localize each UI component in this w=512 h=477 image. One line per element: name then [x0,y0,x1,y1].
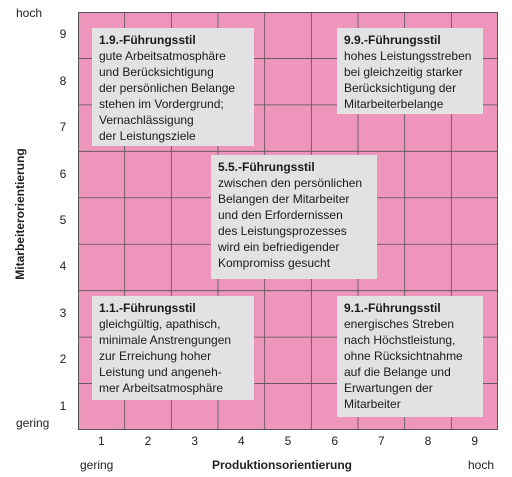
y-tick-label: 9 [59,27,67,42]
x-axis-high-label: hoch [468,458,495,472]
x-tick-label: 6 [331,434,338,448]
x-tick-label: 8 [424,434,432,448]
x-tick-label: 3 [191,434,198,448]
x-axis-low-label: gering [80,458,114,472]
style-5-5-title: 5.5.-Führungsstil [218,160,315,174]
y-tick-label: 6 [59,166,67,181]
x-tick-label: 7 [377,434,385,448]
style-1-1-box [92,296,254,400]
x-tick-label: 4 [237,434,245,448]
style-5-5-box [211,155,377,279]
y-axis-title: Mitarbeiterorientierung [13,148,27,280]
y-tick-label: 1 [59,398,67,413]
x-tick-label: 9 [471,434,478,448]
x-tick-label: 5 [284,434,292,448]
style-9-9-title: 9.9.-Führungsstil [344,33,441,47]
y-tick-label: 5 [59,213,67,227]
style-9-1-box [337,296,483,417]
y-axis-low-label: gering [16,416,50,430]
style-5-5-description: zwischen den persönlichen Belangen der Mitarbeiter und den Erfordernissen des Leistungsprozesses wird ein befriedigender Kompromiss gesucht [218,176,363,270]
y-tick-label: 2 [59,352,67,367]
style-1-9-title: 1.9.-Führungsstil [99,33,196,47]
style-1-1-description: gleichgültig, apathisch, minimale Anstrengungen zur Erreichung hoher Leistung und angeneh- mer Arbeitsatmosphäre [99,317,232,395]
y-tick-label: 7 [59,120,67,135]
style-9-1-description: energisches Streben nach Höchstleistung, ohne Rücksichtnahme auf die Belange und Erwartungen der Mitarbeiter [344,317,463,411]
style-1-9-box [92,28,254,146]
y-tick-label: 4 [59,259,67,274]
style-1-9-description: gute Arbeitsatmosphäre und Berücksichtigung der persönlichen Belange stehen im Vordergrund; Vernachlässigung der Leistungsziele [99,49,236,143]
y-tick-label: 8 [59,73,67,88]
style-9-9-description: hohes Leistungsstreben bei gleichzeitig starker Berücksichtigung der Mitarbeiterbelange [344,49,472,111]
style-9-1-title: 9.1.-Führungsstil [344,301,441,315]
style-9-9-box [337,28,483,114]
x-tick-label: 1 [97,434,105,448]
x-axis-title: Produktionsorientierung [212,458,353,472]
x-tick-label: 2 [144,434,152,448]
y-tick-label: 3 [59,305,67,320]
style-1-1-title: 1.1.-Führungsstil [99,301,196,315]
y-axis-high-label: hoch [16,6,43,20]
